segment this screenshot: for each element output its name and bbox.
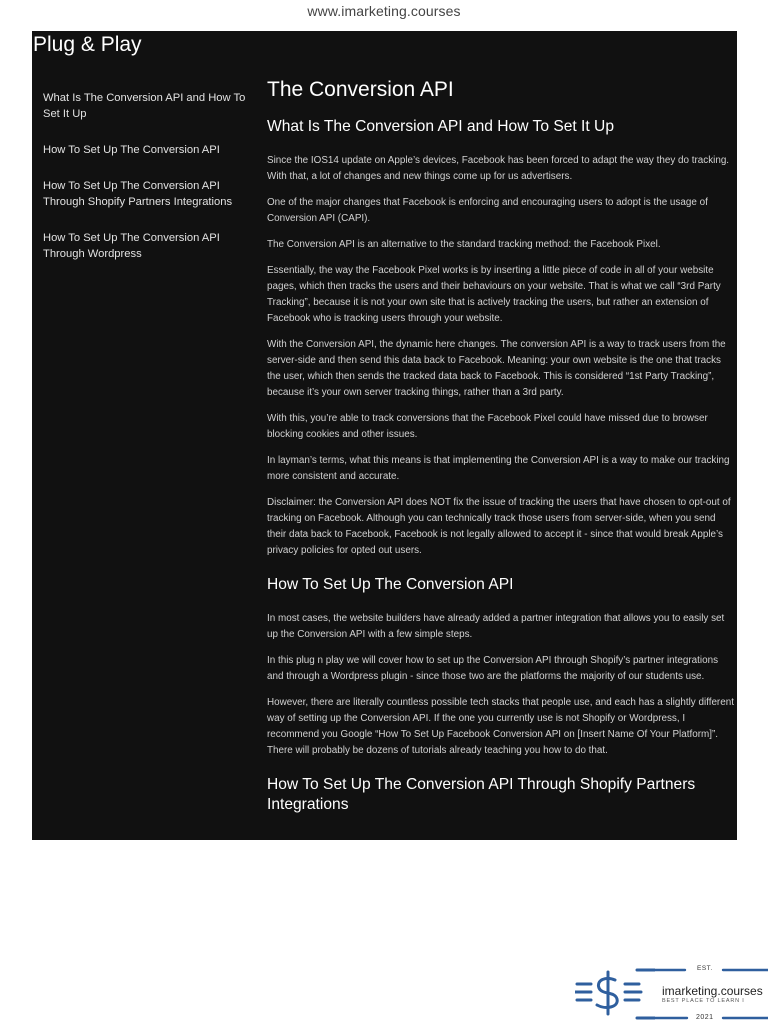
toc-item-setup-shopify[interactable]: How To Set Up The Conversion API Through Shopify Partners Integrations [43,180,233,208]
paragraph: In layman’s terms, what this means is that implementing the Conversion API is a way to make our tracking more consistent and accurate. [267,455,730,482]
section-heading-setup-shopify: How To Set Up The Conversion API Through Shopify Partners Integrations [267,776,696,813]
logo-year: 2021 [696,1014,714,1021]
watermark-url [0,3,768,19]
logo-brand-name: imarketing.courses [662,984,763,998]
logo-est: EST. [697,965,713,972]
paragraph: Since the IOS14 update on Apple’s devices, Facebook has been forced to adapt the way they do tracking. With that, a lot of changes and new things come up for us advertisers. [267,155,730,182]
article-content [267,77,737,831]
toc-item-what-is-capi[interactable]: What Is The Conversion API and How To Set It Up [43,92,246,120]
paragraph: With the Conversion API, the dynamic here changes. The conversion API is a way to track users from the server-side and then send this data back to Facebook. Meaning: your own website is the one that tracks the user, which then sends the tracked data back to Facebook. This is considered “1st Party Tracking”, because it’s your own server tracking things, rather than a 3rd party. [267,339,726,398]
paragraph: In this plug n play we will cover how to set up the Conversion API through Shopify’s partner integrations and through a Wordpress plugin - since those two are the platforms the majority of our students use. [267,655,719,682]
paragraph: One of the major changes that Facebook is enforcing and encouraging users to adopt is the usage of Conversion API (CAPI). [267,197,708,224]
section-heading-setup-capi: How To Set Up The Conversion API [267,576,514,593]
paragraph: The Conversion API is an alternative to the standard tracking method: the Facebook Pixel. [267,239,661,250]
paragraph-disclaimer: Disclaimer: the Conversion API does NOT fix the issue of tracking the users that have chosen to opt-out of tracking on Facebook. Although you can technically track those users from server-side, when you send their data back to Facebook, Facebook is not legally allowed to accept it - since that would break Apple’s privacy policies for opted out users. [267,497,731,556]
watermark-url-text: www.imarketing.courses [307,3,461,19]
table-of-contents [43,90,248,282]
paragraph: However, there are literally countless possible tech stacks that people use, and each has a slightly different way of setting up the Conversion API. If the one you currently use is not Shopify or Wordpress, I recommend you Google “How To Set Up Facebook Conversion API on [Insert Name Of Your Platform]”. There will probably be dozens of tutorials already teaching you how to do that. [267,697,734,756]
document-panel [32,31,737,840]
page-heading: The Conversion API [267,78,454,101]
paragraph: In most cases, the website builders have already added a partner integration that allows you to easily set up the Conversion API with a few simple steps. [267,613,725,640]
section-heading-what-is-capi: What Is The Conversion API and How To Set It Up [267,118,614,135]
brand-logo [575,962,768,1024]
paragraph: Essentially, the way the Facebook Pixel works is by inserting a little piece of code in all of your website pages, which then tracks the users and their behaviours on your website. That is what we call “3rd Party Tracking”, because it is not your own site that is actively tracking the users, but rather an extension of Facebook who is tracking users through your website. [267,265,721,324]
paragraph: With this, you’re able to track conversions that the Facebook Pixel could have missed due to browser blocking cookies and other issues. [267,413,708,440]
logo-tagline: BEST PLACE TO LEARN I [662,998,745,1004]
site-title: Plug & Play [33,33,142,56]
toc-item-setup-wordpress[interactable]: How To Set Up The Conversion API Through Wordpress [43,232,220,260]
toc-item-setup-capi[interactable]: How To Set Up The Conversion API [43,144,220,156]
